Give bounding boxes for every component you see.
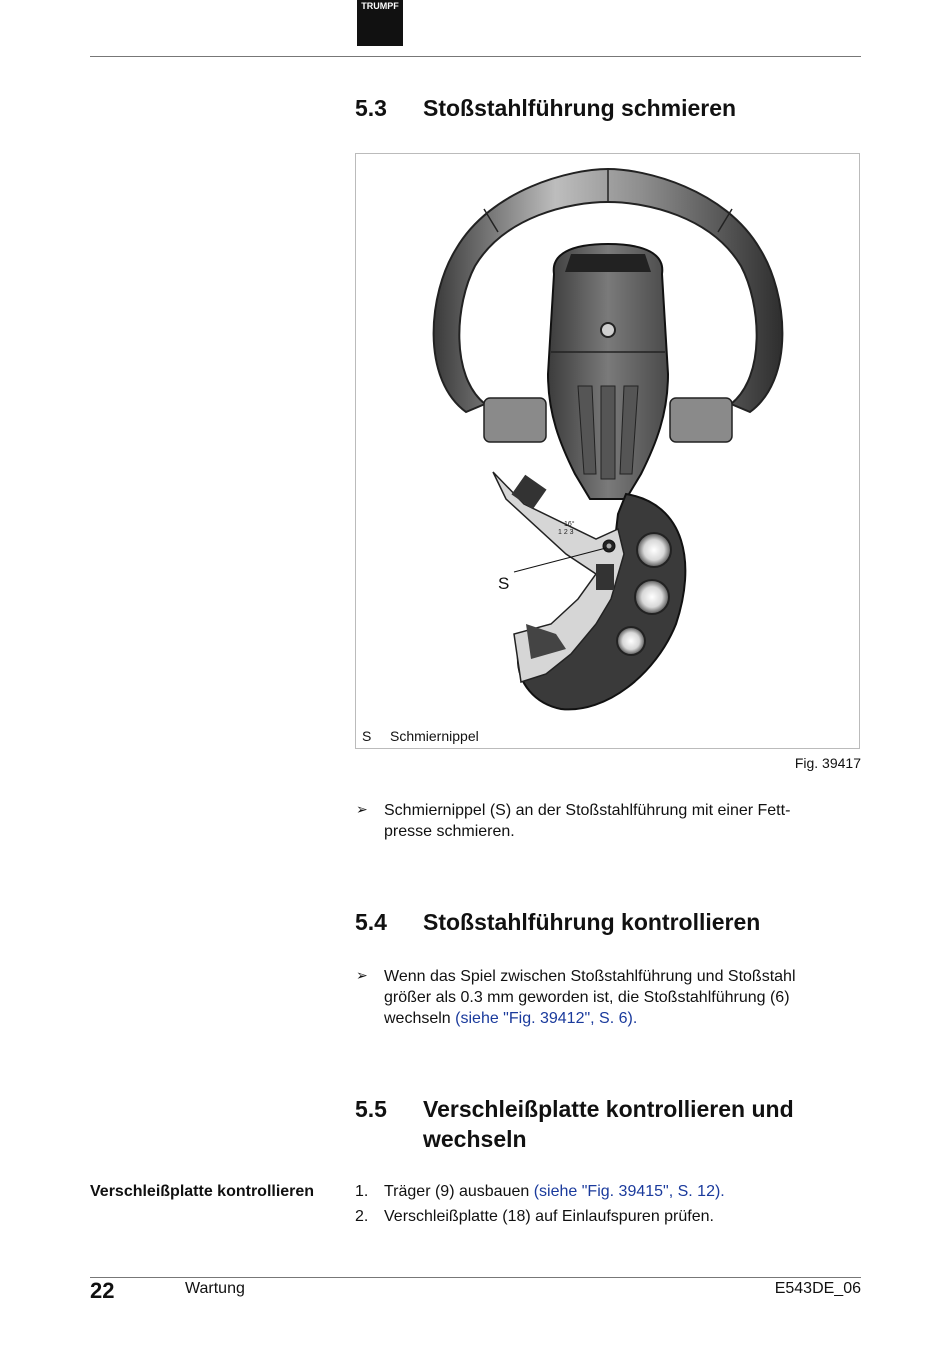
- footer-chapter: Wartung: [185, 1280, 245, 1297]
- instruction-5-3-line1: Schmiernippel (S) an der Stoßstahlführung mit einer Fett-: [384, 802, 791, 819]
- instruction-5-4-line3: wechseln: [384, 1010, 456, 1027]
- section-5-4-number: 5.4: [355, 909, 387, 935]
- figure-label-s: S: [498, 574, 510, 593]
- side-heading: Verschleißplatte kontrollieren: [90, 1183, 315, 1200]
- instruction-bullet: ➢: [356, 967, 368, 983]
- figure-legend-key: S: [362, 728, 372, 744]
- section-5-4-title: Stoßstahlführung kontrollieren: [423, 909, 761, 935]
- figure-legend-text: Schmiernippel: [390, 728, 479, 744]
- step-number: 2.: [355, 1208, 369, 1225]
- logo-text: TRUMPF: [361, 1, 399, 11]
- instruction-5-4-line1: Wenn das Spiel zwischen Stoßstahlführung und Stoßstahl: [384, 968, 796, 985]
- step-2-text: Verschleißplatte (18) auf Einlaufspuren prüfen.: [384, 1208, 714, 1225]
- svg-text:16°: 16°: [564, 521, 575, 528]
- svg-text:1 2 3: 1 2 3: [558, 529, 574, 536]
- section-5-3-number: 5.3: [355, 95, 387, 121]
- section-5-3-title: Stoßstahlführung schmieren: [423, 95, 737, 121]
- figure-reference: Fig. 39417: [794, 755, 861, 771]
- step-number: 1.: [355, 1183, 369, 1200]
- section-5-5-title-line2: wechseln: [423, 1126, 527, 1152]
- instruction-5-4: [384, 966, 832, 1029]
- step-text: [384, 1208, 714, 1226]
- section-5-5-title-line1: Verschleißplatte kontrollieren und: [423, 1096, 794, 1122]
- footer-doc-id: E543DE_06: [774, 1280, 861, 1297]
- instruction-5-3: [384, 800, 832, 842]
- header-rule: [90, 56, 861, 57]
- instruction-5-4-line2: größer als 0.3 mm geworden ist, die Stoßstahlführung (6): [384, 989, 790, 1006]
- footer-rule: [90, 1277, 861, 1278]
- section-5-5-title: [423, 1094, 794, 1154]
- instruction-bullet: ➢: [356, 801, 368, 817]
- step-1-text: Träger (9) ausbauen: [384, 1183, 534, 1200]
- cross-reference-link[interactable]: (siehe "Fig. 39415", S. 12).: [533, 1183, 725, 1200]
- step-text: [384, 1183, 725, 1201]
- figure-frame: [355, 153, 860, 749]
- trumpf-logo: [357, 0, 403, 46]
- page-number: 22: [90, 1278, 115, 1303]
- cross-reference-link[interactable]: (siehe "Fig. 39412", S. 6).: [455, 1010, 638, 1027]
- tool-illustration: [356, 154, 859, 748]
- section-5-5-number: 5.5: [355, 1096, 387, 1122]
- instruction-5-3-line2: presse schmieren.: [384, 823, 515, 840]
